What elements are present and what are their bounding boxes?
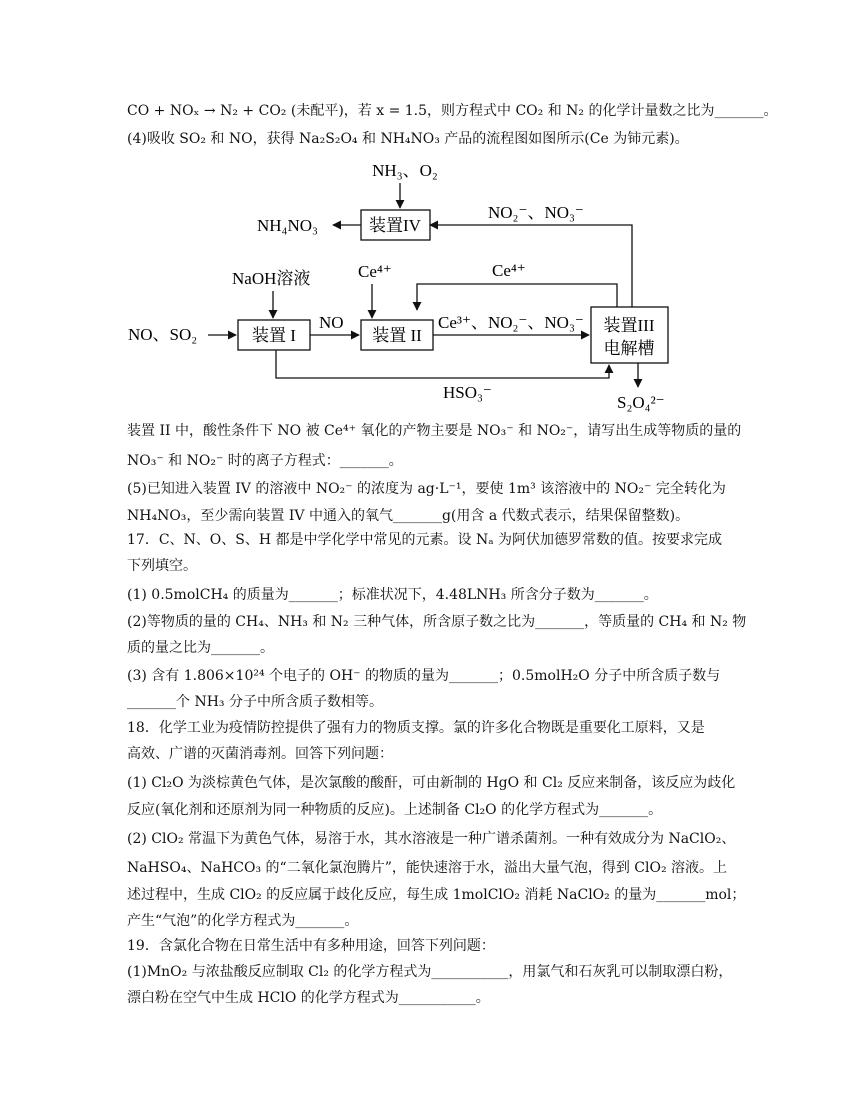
text-line: (5)已知进入装置 IV 的溶液中 NO₂⁻ 的浓度为 ag·L⁻¹，要使 1m³ 该溶液中的 NO₂⁻ 完全转化为 <box>127 481 726 497</box>
text-line: CO + NOₓ → N₂ + CO₂ (未配平)，若 x = 1.5，则方程式中 CO₂ 和 N₂ 的化学计量数之比为_______。 <box>127 103 778 119</box>
device1-label: 装置 I <box>252 326 296 345</box>
text-line: _______个 NH₃ 分子中所含质子数相等。 <box>127 694 383 710</box>
text-line: 高效、广谱的灭菌消毒剂。回答下列问题： <box>127 746 393 762</box>
device2-label: 装置 II <box>372 326 422 345</box>
text-line: 漂白粉在空气中生成 HClO 的化学方程式为___________。 <box>127 990 490 1006</box>
text-line: (4)吸收 SO₂ 和 NO，获得 Na₂S₂O₄ 和 NH₄NO₃ 产品的流程图如图所示(Ce 为铈元素)。 <box>127 131 689 147</box>
text-line: (1) Cl₂O 为淡棕黄色气体，是次氯酸的酸酐，可由新制的 HgO 和 Cl₂ 反应来制备，该反应为歧化 <box>127 775 736 791</box>
nh3-o2-label: NH₃、O₂ <box>372 161 438 180</box>
return-line-to-device4 <box>430 225 632 307</box>
s2o4-label: S₂O₄²⁻ <box>617 393 665 412</box>
text-line: NH₄NO₃，至少需向装置 IV 中通入的氧气_______g(用含 a 代数式表示，结果保留整数)。 <box>127 508 690 524</box>
ce4-return-label: Ce⁴⁺ <box>492 261 526 280</box>
no-label: NO <box>319 313 344 332</box>
text-line: 装置 II 中，酸性条件下 NO 被 Ce⁴⁺ 氧化的产物主要是 NO₃⁻ 和 NO₂⁻，请写出生成等物质的量的 <box>127 423 742 439</box>
text-line: (3) 含有 1.806×10²⁴ 个电子的 OH⁻ 的物质的量为_______；0.5molH₂O 分子中所含质子数与 <box>127 668 721 684</box>
device4-label: 装置IV <box>369 216 421 235</box>
text-line: (1)MnO₂ 与浓盐酸反应制取 Cl₂ 的化学方程式为___________，用氯气和石灰乳可以制取漂白粉， <box>127 964 733 980</box>
ce4-in-label: Ce⁴⁺ <box>358 262 392 281</box>
text-line: (1) 0.5molCH₄ 的质量为_______；标准状况下，4.48LNH₃ 所含分子数为_______。 <box>127 587 658 603</box>
text-line: 反应(氧化剂和还原剂为同一种物质的反应)。上述制备 Cl₂O 的化学方程式为_______。 <box>127 802 663 818</box>
text-line: 19．含氯化合物在日常生活中有多种用途，回答下列问题： <box>127 938 495 954</box>
text-line: NaHSO₄、NaHCO₃ 的“二氧化氯泡腾片”，能快速溶于水，溢出大量气泡，得到 ClO₂ 溶液。上 <box>127 860 728 876</box>
hso3-label: HSO₃⁻ <box>443 383 492 402</box>
text-line: (2) ClO₂ 常温下为黄色气体，易溶于水，其水溶液是一种广谱杀菌剂。一种有效成分为 NaClO₂、 <box>127 831 736 847</box>
text-line: 质的量之比为_______。 <box>127 640 274 656</box>
text-line: 产生“气泡”的化学方程式为_______。 <box>127 913 359 929</box>
ce4-return-line <box>417 284 617 310</box>
text-line: (2)等物质的量的 CH₄、NH₃ 和 N₂ 三种气体，所含原子数之比为_______，等质量的 CH₄ 和 N₂ 物 <box>127 614 747 630</box>
device3-label-2: 电解槽 <box>603 339 655 358</box>
hso3-line <box>276 350 609 378</box>
text-line: 18．化学工业为疫情防控提供了强有力的物质支撑。氯的许多化合物既是重要化工原料，又是 <box>127 720 705 736</box>
text-line: NO₃⁻ 和 NO₂⁻ 时的离子方程式：_______。 <box>127 453 403 469</box>
no2-no3-return-label: NO₂⁻、NO₃⁻ <box>488 203 584 222</box>
feed-label: NO、SO₂ <box>128 325 198 344</box>
ce3-mix-label: Ce³⁺、NO₂⁻、NO₃⁻ <box>438 313 584 332</box>
naoh-label: NaOH溶液 <box>232 269 311 288</box>
nh4no3-label: NH₄NO₃ <box>257 216 318 235</box>
flow-diagram <box>120 150 680 415</box>
text-line: 述过程中，生成 ClO₂ 的反应属于歧化反应，每生成 1molClO₂ 消耗 NaClO₂ 的量为_______mol； <box>127 887 746 903</box>
device3-label-1: 装置III <box>603 316 655 335</box>
text-line: 下列填空。 <box>127 558 197 574</box>
text-line: 17．C、N、O、S、H 都是中学化学中常见的元素。设 Nₐ 为阿伏加德罗常数的值。按要求完成 <box>127 532 723 548</box>
